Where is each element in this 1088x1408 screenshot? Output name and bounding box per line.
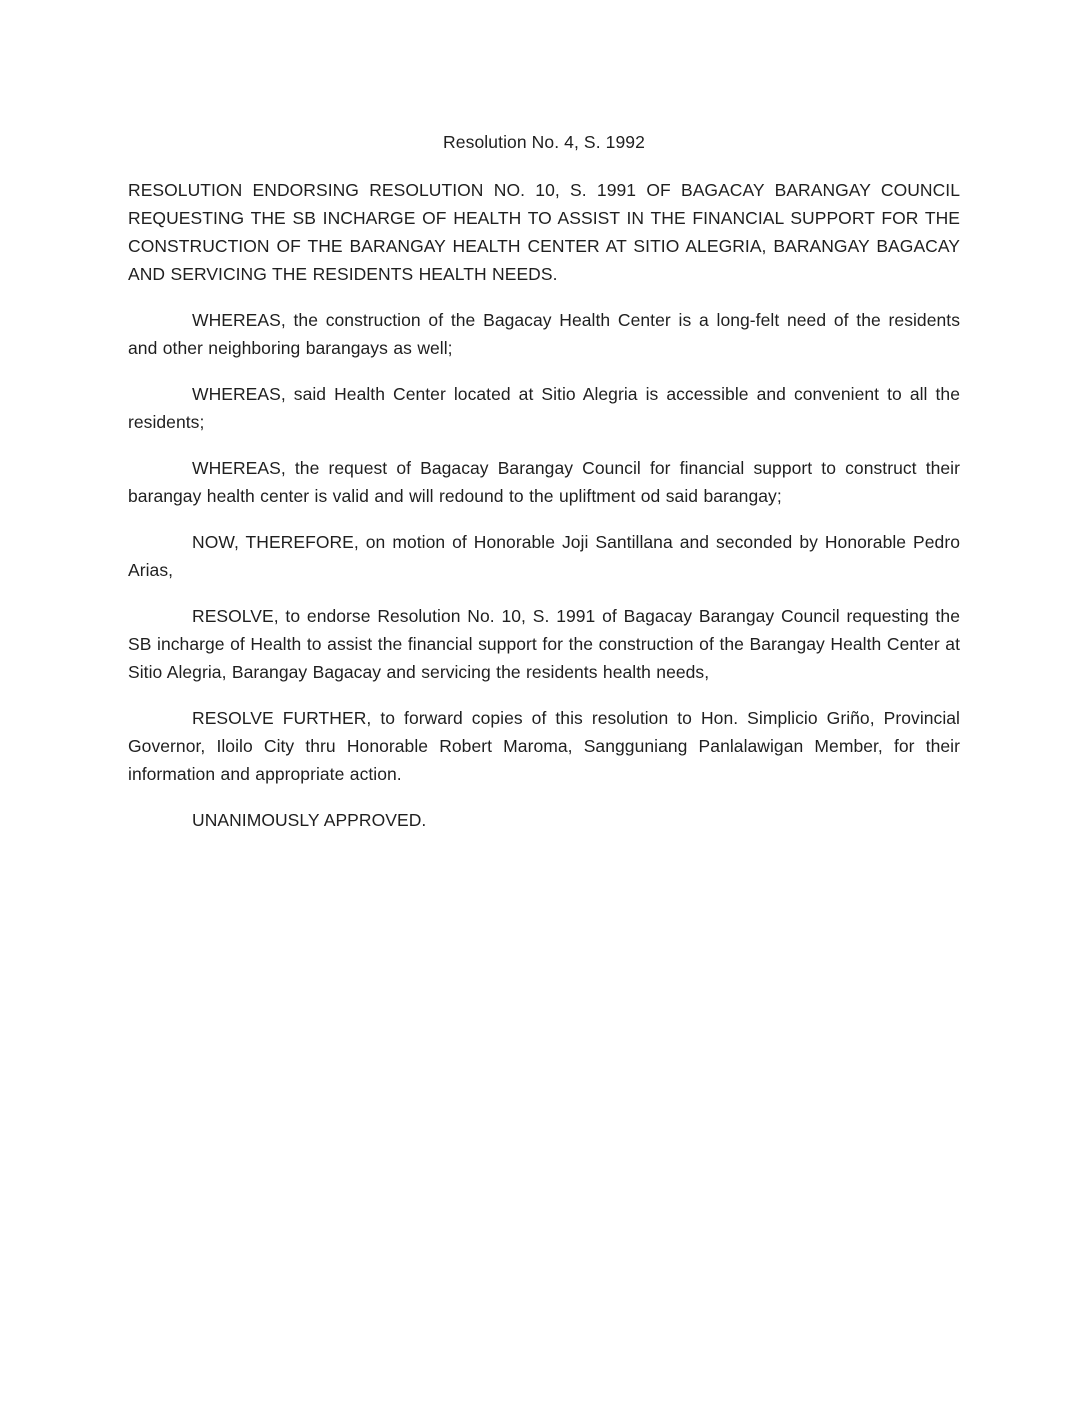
paragraph-resolve-further-clause: RESOLVE FURTHER, to forward copies of this resolution to Hon. Simplicio Griño, Provincial Governor, Iloilo City thru Honorable Robert Maroma, Sangguniang Panlalawigan Member, for their information and appropriate action. — [128, 708, 960, 784]
paragraph-whereas-clause-2: WHEREAS, said Health Center located at Sitio Alegria is accessible and convenient to all the residents; — [128, 384, 960, 432]
paragraph-resolve-clause: RESOLVE, to endorse Resolution No. 10, S. 1991 of Bagacay Barangay Council requesting the SB incharge of Health to assist the financial support for the construction of the Barangay Health Center at Sitio Alegria, Barangay Bagacay and servicing the residents health needs, — [128, 606, 960, 682]
paragraph-whereas-clause-1: WHEREAS, the construction of the Bagacay Health Center is a long-felt need of the residents and other neighboring barangays as well; — [128, 310, 960, 358]
paragraph-resolution-heading: RESOLUTION ENDORSING RESOLUTION NO. 10, S. 1991 OF BAGACAY BARANGAY COUNCIL REQUESTING THE SB INCHARGE OF HEALTH TO ASSIST IN THE FINANCIAL SUPPORT FOR THE CONSTRUCTION OF THE BARANGAY HEALTH CENTER AT SITIO ALEGRIA, BARANGAY BAGACAY AND SERVICING THE RESIDENTS HEALTH NEEDS. — [128, 180, 960, 284]
paragraph-now-therefore-clause: NOW, THEREFORE, on motion of Honorable Joji Santillana and seconded by Honorable Pedro Arias, — [128, 532, 960, 580]
paragraph-whereas-clause-3: WHEREAS, the request of Bagacay Barangay Council for financial support to construct their barangay health center is valid and will redound to the upliftment od said barangay; — [128, 458, 960, 506]
document-title: Resolution No. 4, S. 1992 — [443, 132, 645, 152]
paragraph-approval-statement: UNANIMOUSLY APPROVED. — [192, 810, 427, 830]
